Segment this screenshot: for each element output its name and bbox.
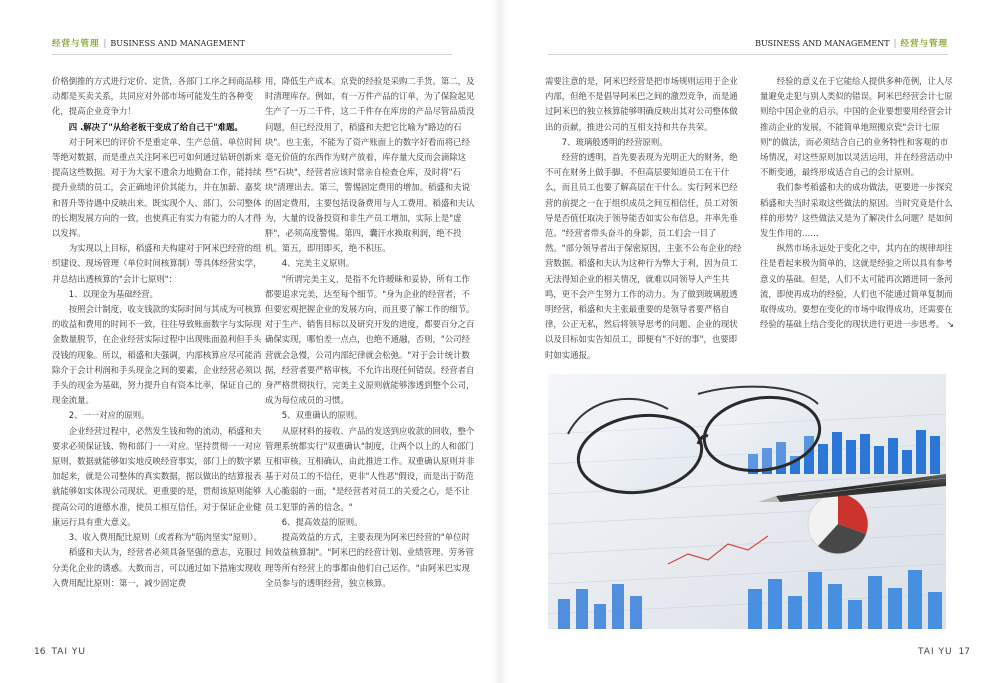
right-footer xyxy=(918,647,976,657)
paragraph: 经营的透明，首先要表现为光明正大的财务，绝不可在财务上做手脚。不但高层要知道员工在干什么，而且员工也要了解高层在干什么。实行阿米巴经营的前提之一在于组织成员之间互相信任，员工对领导是否值任取决于领导能否如实公布信息，并率先垂范。"经营者带头奋斗的身影，员工们会一目了然。"部分领导者出于保密原因，主张不公布企业的经营数据。稻盛和夫认为这种行为弊大于利，因为员工无法得知企业的相关情况，就难以同领导人产生共鸣，更不会产生努力工作的动力。为了做到玻璃般透明经营，稻盛和夫主张最重要的是领导者要严格自律，公正无私，然后将领导思考的问题、企业的现状以及目标如实告知员工，即便有"不好的事"，也要即时如实通报。 xyxy=(545,152,742,359)
paragraph: 对于阿米巴的评价不是重定单、生产总值、单位时间等绝对数据，而是重点关注阿米巴可如何通过钻研创新来提高这些数据。对于为大家不遗余力地勤奋工作，能持续提升业绩的员工，会正确地评价其能力，并在加薪、嘉奖和晋升等待遇中反映出来。既实现个人、部门、公司整体的长期发展方向的一致，也使真正有实力有能力的人才得以发挥。 xyxy=(52,136,262,239)
header-divider: | xyxy=(893,39,897,49)
paragraph: 需要注意的是，阿米巴经营是把市场规则运用于企业内部，但绝不是倡导阿米巴之间的激烈竞争，而是通过阿米巴的独立核算能够明确反映出其对公司整体做出的贡献，推进公司的互相支持和共存共荣。 xyxy=(545,76,738,132)
right-running-header xyxy=(755,37,948,51)
subheading: 5、双重确认的原则。 xyxy=(281,410,363,421)
left-column-2 xyxy=(265,74,475,629)
magazine-name: TAI YU xyxy=(917,647,953,657)
subheading: 6、提高效益的原则。 xyxy=(281,516,363,527)
paragraph: 我们参考稻盛和夫的成功做法，更要进一步探究稻盛和夫当时采取这些做法的原因。当时究竟是什么样的形势？这些做法又是为了解决什么问题？是如何发生作用的…… xyxy=(760,182,953,239)
left-column-1 xyxy=(52,74,262,629)
header-divider: | xyxy=(103,39,107,49)
subheading: 4、完美主义原则。 xyxy=(281,258,355,269)
section-title-cn: 经营与管理 xyxy=(900,39,948,49)
right-column-2 xyxy=(760,74,955,359)
page-number: 17 xyxy=(958,647,970,657)
paragraph: "所谓完美主义，是指不允许暧昧和妥协，所有工作都要追求完美，达至每个细节。"身为企业的经营者，不但要宏观把握企业的发展方向，而且要了解工作的细节。对于生产、销售目标以及研究开发的进度，都要百分之百确保实现，哪怕差一点点，也绝不通融，否则，"公司经营就会急慢，公司内部纪律就会松弛。"对于会计统计数据，经营者要严格审核，不允许出现任何错误。经营者自身严格贯彻执行，完美主义原则就能够渗透到整个公司，成为每位成员的习惯。 xyxy=(265,273,475,406)
page-number: 16 xyxy=(34,647,46,657)
photo-illustration xyxy=(548,374,946,629)
magazine-name: TAI YU xyxy=(51,647,87,657)
section-title-en: BUSINESS AND MANAGEMENT xyxy=(755,39,890,48)
paragraph: 从原材料的接收、产品的发送到应收款的回收，整个管理系统都实行"双重确认"制度，让两个以上的人和部门互相审核，互相确认，由此推进工作。双重确认原则并非基于对员工的不信任，更非"人性恶"假设，而是出于防范人心脆弱的一面，"是经营者对员工的关爱之心，是不让员工犯罪的善的信念。" xyxy=(265,425,475,512)
subheading: 3、收入费用配比原则（或者称为"筋肉坚实"原则）。 xyxy=(68,532,262,543)
subheading: 2、一一对应的原则。 xyxy=(68,410,150,421)
paragraph: 稻盛和夫认为，经营者必须具备坚强的意志，克服过分美化企业的诱惑。大数而言，可以通过如下措施实现收入费用配比原则：第一，减少固定费 xyxy=(52,547,262,588)
paragraph: 用，降低生产成本。京瓷的经验是采购二手货。第二，及时清理库存。例如，有一万件产品的订单，为了保险起见生产了一万二千件，这二千件存在库房的产品尽管品质没问题，但已经没用了，稻盛和夫把它比喻为"路边的石块"。也主张，不能为了资产账面上的数字好看而将已经毫无价值的东西作为财产放着，库存量大反而会滴除这些"石块"，经营者应该时常亲自检查仓库，及时将"石块"清理出去。第三，警惕固定费用的增加。稻盛和夫说的固定费用，主要包括设备费用与人工费用。稻盛和夫认为，大量的设备投资和非生产员工增加，实际上是"虚胖"，必须高度警惕。第四，囊汗水换取利润，绝不投机。第五，即用即买，绝不积压。 xyxy=(265,76,475,254)
header-rule xyxy=(52,54,452,55)
paragraph: 企业经营过程中，必然发生钱和物的流动，稻盛和夫要求必须保证钱、物和部门一一对应。坚持贯彻一一对应原则，数据就能够如实地反映经营事实，部门上的数字累加起来，就是公司整体的真实数据，据以做出的结算报表就能够如实体现公司现状。更重要的是，贯彻该原则能够提高公司的道德水准，使员工相互信任，对于保证企业健康运行具有重大意义。 xyxy=(52,425,262,527)
paragraph: 经验的意义在于它能给人提供多种范例，让人尽量避免走犯与别人类似的错误。阿米巴经营会计七原则给中国企业的启示。中国的企业要想要用经营会计推动企业的发展，不能简单地照搬京瓷"会计七原则"的做法，而必须结合自己的业务特性和客观的市场情况，对这些原则加以灵活运用，并在经营活动中不断变通，最终形成适合自己的会计原则。 xyxy=(760,76,953,178)
left-footer xyxy=(28,647,86,657)
paragraph: 价格倒推的方式进行定价、定货，各部门工序之间商品移动都是买卖关系，共同应对外部市场可能发生的各种变化，提高企业竞争力！ xyxy=(52,76,262,117)
left-running-header xyxy=(52,37,245,51)
right-column-1 xyxy=(545,74,745,359)
paragraph: 纵然市场永远处于变化之中，其内在的规律却往往是看起来极为简单的，这就是经验之所以具有参考意义的基础。但是，人们不太可能再次踏进同一条河流，即使再成功的经验，人们也不能通过简单复制而取得成功。要想在变化的市场中取得成功，还需要在经验的基础上结合变化的现状进行更进一步思考。 ↘ xyxy=(760,243,954,330)
section-title-en: BUSINESS AND MANAGEMENT xyxy=(110,39,245,48)
paragraph: 为实现以上目标，稻盛和夫构建对于阿米巴经营的组织建设、现场管理（单位时间核算制）等具体经营实学，并总结出透核算的"会计七原则"： xyxy=(52,243,262,284)
right-page xyxy=(500,0,1000,683)
section-title-cn: 经营与管理 xyxy=(52,39,100,49)
glasses-pen-charts-photo xyxy=(548,374,946,629)
paragraph: 提高效益的方式，主要表现为阿米巴经营的"单位时间效益核算制"。"阿米巴的经营计划、业绩管理、劳务管理等所有经营上的事都由他们自己运作。"由阿米巴实现全员参与的透明经营，独立核算。 xyxy=(265,532,474,588)
paragraph: 按照会计制度，收支钱款的实际时间与其成为可核算的收益和费用的时间不一致，往往导致账面数字与实际现金数量脱节，在企业经营实际过程中出现账面盈利但手头没钱的现象。所以，稻盛和夫强调，内部核算应尽可能消除介于会计利润和手头现金之间的要素，企业经营必须以手头的现金为基础，努力提升自有资本比率，保证自己的现金流量。 xyxy=(52,304,262,406)
header-rule xyxy=(548,54,948,55)
subheading: 四 .解决了"从给老板干变成了给自己干"难题。 xyxy=(68,121,243,132)
subheading: 7、玻璃般透明的经营原则。 xyxy=(561,136,668,147)
subheading: 1、以现金为基础经营。 xyxy=(68,288,158,299)
